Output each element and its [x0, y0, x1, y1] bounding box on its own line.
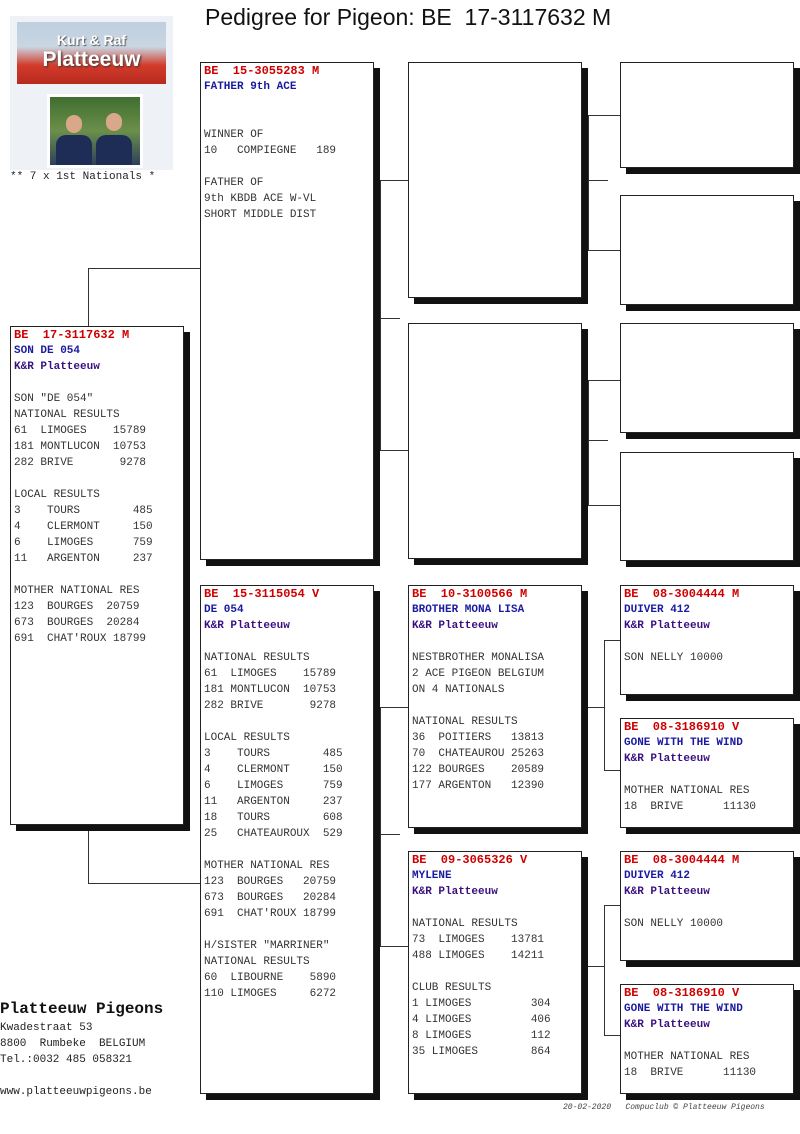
pigeon-owner: K&R Platteeuw	[624, 1019, 710, 1031]
great-grandparent-card-8	[620, 984, 794, 1094]
note-line: NATIONAL RESULTS	[412, 716, 518, 728]
logo-line-2: Platteeuw	[42, 48, 141, 71]
note-line	[14, 375, 183, 391]
credit-text: Compuclub © Platteeuw Pigeons	[625, 1103, 765, 1112]
note-line: SON NELLY 10000	[624, 652, 724, 664]
company-name: Platteeuw Pigeons	[0, 1000, 164, 1018]
great-grandparent-card-5	[620, 585, 794, 695]
note-line: 36 POITIERS 13813	[412, 732, 545, 744]
note-line: 2 ACE PIGEON BELGIUM	[412, 668, 545, 680]
note-line: 181 MONTLUCON 10753	[14, 441, 147, 453]
pigeon-ring-number: BE 08-3004444 M	[624, 587, 740, 601]
note-line: 61 LIMOGES 15789	[204, 668, 337, 680]
pigeon-name: DUIVER 412	[624, 870, 691, 882]
note-line: 673 BOURGES 20284	[204, 892, 337, 904]
pigeon-owner: K&R Platteeuw	[624, 753, 710, 765]
pigeon-ring-number: BE 15-3055283 M	[204, 64, 320, 78]
note-line: 18 BRIVE 11130	[624, 1067, 757, 1079]
pigeon-notes	[624, 1033, 793, 1081]
note-line	[204, 111, 373, 127]
note-line: 123 BOURGES 20759	[14, 601, 140, 613]
pigeon-notes	[624, 900, 793, 932]
note-line	[412, 900, 581, 916]
pigeon-notes	[624, 767, 793, 815]
pigeon-name: MYLENE	[412, 870, 452, 882]
note-line: LOCAL RESULTS	[14, 489, 100, 501]
note-line: FATHER OF	[204, 177, 264, 189]
note-line: 6 LIMOGES 759	[204, 780, 343, 792]
note-line: 691 CHAT'ROUX 18799	[204, 908, 337, 920]
pigeon-notes	[412, 900, 581, 1060]
subject-pigeon-card	[10, 326, 184, 825]
breeders-photo	[47, 94, 143, 168]
pigeon-name: FATHER 9th ACE	[204, 81, 297, 93]
note-line	[204, 159, 373, 175]
note-line: 1 LIMOGES 304	[412, 998, 551, 1010]
note-line: ON 4 NATIONALS	[412, 684, 505, 696]
note-line: 18 BRIVE 11130	[624, 801, 757, 813]
note-line: 70 CHATEAUROU 25263	[412, 748, 545, 760]
note-line: 60 LIBOURNE 5890	[204, 972, 337, 984]
logo-line-1: Kurt & Raf	[56, 32, 127, 48]
pigeon-owner: K&R Platteeuw	[624, 620, 710, 632]
pigeon-ring-number: BE 08-3186910 V	[624, 720, 740, 734]
note-line	[204, 922, 373, 938]
pigeon-notes	[14, 375, 183, 647]
pigeon-notes	[624, 634, 793, 666]
note-line: 122 BOURGES 20589	[412, 764, 545, 776]
note-line: 4 CLERMONT 150	[204, 764, 343, 776]
note-line: LOCAL RESULTS	[204, 732, 290, 744]
note-line: 177 ARGENTON 12390	[412, 780, 545, 792]
note-line: NATIONAL RESULTS	[204, 956, 310, 968]
print-date-credit	[563, 1103, 765, 1112]
note-line: 18 TOURS 608	[204, 812, 343, 824]
note-line: SON "DE 054"	[14, 393, 94, 405]
note-line: 691 CHAT'ROUX 18799	[14, 633, 147, 645]
pigeon-owner: K&R Platteeuw	[14, 361, 100, 373]
note-line: MOTHER NATIONAL RES	[204, 860, 330, 872]
note-line	[624, 767, 793, 783]
note-line: 282 BRIVE 9278	[14, 457, 147, 469]
note-line: 11 ARGENTON 237	[204, 796, 343, 808]
note-line	[624, 900, 793, 916]
note-line: 10 COMPIEGNE 189	[204, 145, 337, 157]
note-line: 673 BOURGES 20284	[14, 617, 140, 629]
note-line: 61 LIMOGES 15789	[14, 425, 147, 437]
note-line: 73 LIMOGES 13781	[412, 934, 545, 946]
pigeon-notes	[204, 95, 373, 223]
note-line	[204, 842, 373, 858]
great-grandparent-card-4	[620, 452, 794, 561]
note-line: 110 LIMOGES 6272	[204, 988, 337, 1000]
note-line: 488 LIMOGES 14211	[412, 950, 545, 962]
note-line: 25 CHATEAUROUX 529	[204, 828, 343, 840]
note-line: NATIONAL RESULTS	[412, 918, 518, 930]
note-line: MOTHER NATIONAL RES	[14, 585, 140, 597]
pigeon-owner: K&R Platteeuw	[624, 886, 710, 898]
website-link[interactable]: www.platteeuwpigeons.be	[0, 1086, 152, 1098]
note-line	[14, 567, 183, 583]
logo-tagline: ** 7 x 1st Nationals *	[10, 171, 156, 183]
pigeon-ring-number: BE 08-3004444 M	[624, 853, 740, 867]
note-line: 35 LIMOGES 864	[412, 1046, 551, 1058]
pigeon-name: BROTHER MONA LISA	[412, 604, 525, 616]
pigeon-ring-number: BE 15-3115054 V	[204, 587, 320, 601]
phone-number: Tel.:0032 485 058321	[0, 1054, 133, 1066]
note-line	[204, 714, 373, 730]
pigeon-name: GONE WITH THE WIND	[624, 1003, 743, 1015]
maternal-grandfather-card	[408, 585, 582, 828]
note-line: NATIONAL RESULTS	[14, 409, 120, 421]
note-line: H/SISTER "MARRINER"	[204, 940, 330, 952]
pigeon-ring-number: BE 10-3100566 M	[412, 587, 528, 601]
great-grandparent-card-1	[620, 62, 794, 168]
note-line: 3 TOURS 485	[14, 505, 153, 517]
pigeon-ring-number: BE 17-3117632 M	[14, 328, 130, 342]
pigeon-name: GONE WITH THE WIND	[624, 737, 743, 749]
note-line: MOTHER NATIONAL RES	[624, 1051, 750, 1063]
note-line: 3 TOURS 485	[204, 748, 343, 760]
great-grandparent-card-2	[620, 195, 794, 305]
pigeon-notes	[204, 634, 373, 1002]
note-line	[204, 95, 373, 111]
address-street: Kwadestraat 53	[0, 1022, 93, 1034]
pigeon-name: SON DE 054	[14, 345, 81, 357]
note-line: 4 LIMOGES 406	[412, 1014, 551, 1026]
father-card	[200, 62, 374, 560]
note-line: 282 BRIVE 9278	[204, 700, 337, 712]
note-line: 8 LIMOGES 112	[412, 1030, 551, 1042]
pigeon-notes	[412, 634, 581, 794]
note-line	[412, 964, 581, 980]
note-line: 4 CLERMONT 150	[14, 521, 153, 533]
person-right	[96, 111, 132, 165]
pigeon-owner: K&R Platteeuw	[412, 886, 498, 898]
pigeon-ring-number: BE 08-3186910 V	[624, 986, 740, 1000]
note-line	[14, 471, 183, 487]
note-line	[412, 698, 581, 714]
note-line: SHORT MIDDLE DIST	[204, 209, 317, 221]
note-line: 6 LIMOGES 759	[14, 537, 153, 549]
mother-card	[200, 585, 374, 1094]
note-line: CLUB RESULTS	[412, 982, 492, 994]
paternal-grandmother-card	[408, 323, 582, 559]
note-line: WINNER OF	[204, 129, 264, 141]
pigeon-ring-number: BE 09-3065326 V	[412, 853, 528, 867]
great-grandparent-card-3	[620, 323, 794, 433]
page-title: Pedigree for Pigeon: BE 17-3117632 M	[205, 4, 612, 30]
note-line: NESTBROTHER MONALISA	[412, 652, 545, 664]
maternal-grandmother-card	[408, 851, 582, 1094]
note-line	[624, 634, 793, 650]
pigeon-owner: K&R Platteeuw	[412, 620, 498, 632]
pigeon-name: DUIVER 412	[624, 604, 691, 616]
breeder-logo	[10, 16, 173, 170]
note-line	[412, 634, 581, 650]
logo-banner	[17, 22, 166, 84]
note-line: 11 ARGENTON 237	[14, 553, 153, 565]
great-grandparent-card-7	[620, 851, 794, 961]
note-line: 9th KBDB ACE W-VL	[204, 193, 317, 205]
note-line: 123 BOURGES 20759	[204, 876, 337, 888]
note-line	[624, 1033, 793, 1049]
note-line	[204, 634, 373, 650]
note-line: MOTHER NATIONAL RES	[624, 785, 750, 797]
note-line: SON NELLY 10000	[624, 918, 724, 930]
person-left	[56, 111, 92, 165]
pigeon-owner: K&R Platteeuw	[204, 620, 290, 632]
address-city: 8800 Rumbeke BELGIUM	[0, 1038, 146, 1050]
note-line: NATIONAL RESULTS	[204, 652, 310, 664]
paternal-grandfather-card	[408, 62, 582, 298]
note-line: 181 MONTLUCON 10753	[204, 684, 337, 696]
print-date: 20-02-2020	[563, 1103, 612, 1112]
pigeon-name: DE 054	[204, 604, 244, 616]
great-grandparent-card-6	[620, 718, 794, 828]
